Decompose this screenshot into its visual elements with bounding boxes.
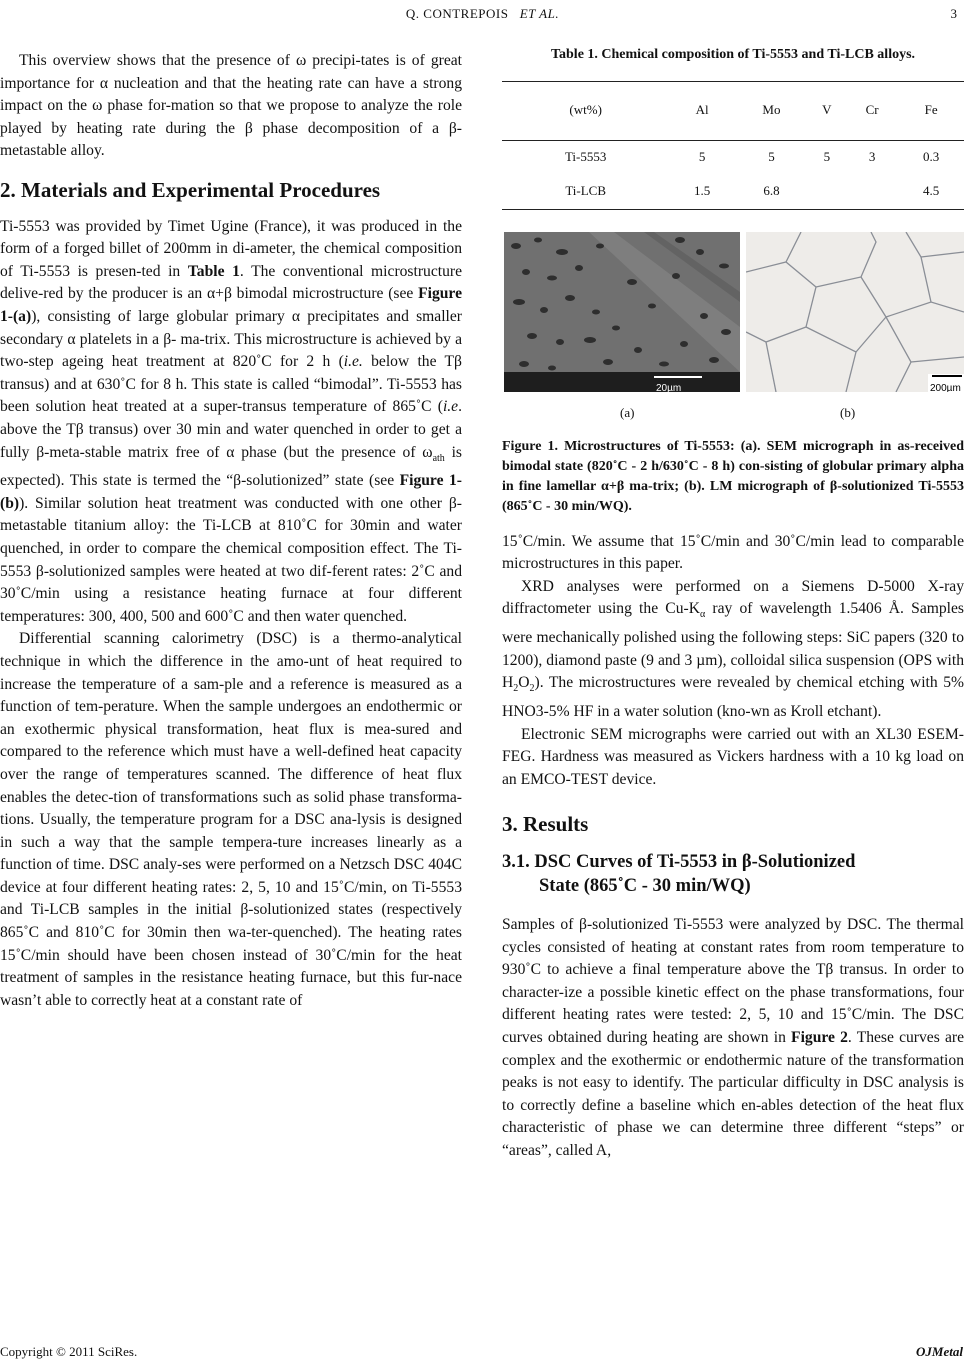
page-number: 3 [950, 6, 957, 21]
table-cell [846, 175, 899, 210]
figure-1b-ref: Figure 1-(b) [0, 472, 462, 512]
table-header: Mo [762, 102, 781, 118]
table-header: (wt%) [569, 102, 602, 118]
intro-paragraph: This overview shows that the presence of ω precipi-tates is of great importance for α nucleation and that the heating rate can have a strong impact on the ω phase for-mation so that we propose to analyze the role played by heating rate during the β phase decomposition of a β-metastable alloy. [0, 52, 462, 160]
lm-micrograph-image [746, 232, 964, 392]
xrd-paragraph: XRD analyses were performed on a Siemens D-5000 X-ray diffractometer using the $Cu-K_\alpha$ ray of wavelength 1.5406 Å. Samples were mechanically polished using the following steps: SiC papers (320 to 1200), diamond paste (9 and 3 µm), colloidal silica suspension (OPS with $H_2O_2$). The microstructures were revealed by chemical etching with 5% HNO3-5% HF in a water solution (kno-wn as Kroll etchant). [502, 577, 964, 720]
table-header: Cr [865, 102, 879, 118]
table-cell: 6.8 [763, 183, 780, 199]
materials-paragraph: Ti-5553 was provided by Timet Ugine (France), it was produced in the form of a forged billet of 200mm in di-ameter, the chemical composition of Ti-5553 is presen-ted in Table 1. The conventional microstructure delive-red by the producer is an α+β bimodal microstructure (see Figure 1-(a)), consisting of large globular primary α precipitates and smaller secondary α platelets in a β- ma-trix. This microstructure is achieved by a two-step ageing heat treatment at 820˚C for 2 h (i.e. below the Tβ transus) and at 630˚C for 8 h. This state is called “bimodal”. Ti-5553 has been solution heat treated at a super-transus temperature of 865˚C (i.e. above the Tβ transus) over 30 min and water quenched in order to get a fully β-meta-stable matrix free of α phase (but the presence of $\omega_{ath}$ is expected). This state is termed the “β-solutionized” state (see Figure 1-(b)). Similar solution heat treatment was conducted with one other β-metastable titanium alloy: the Ti-LCB at 810˚C for 30min and water quenched, in order to compare the chemical composition effect. The Ti-5553 β-solutionized samples were heated at two dif-ferent rates: 2˚C and 30˚C/min using a resistance heating furnace at four different temperatures: 300, 400, 500 and 600˚C and then water quenched. [0, 217, 462, 625]
table-1-ref: Table 1 [187, 262, 240, 280]
table-row [502, 175, 964, 210]
table-cell [808, 175, 846, 210]
table-cell: 5 [698, 149, 706, 165]
section-3-heading: 3. Results [502, 812, 589, 837]
table-header: Fe [924, 102, 938, 118]
sem-paragraph: Electronic SEM micrographs were carried out with an XL30 ESEM-FEG. Hardness was measured as Vickers hardness with a 10 kg load on an EMCO-TEST device. [502, 725, 964, 788]
table-cell: Ti-LCB [565, 183, 607, 199]
left-column [0, 50, 462, 1012]
scale-bar-a: 20µm [656, 382, 682, 392]
table-cell: Ti-5553 [564, 149, 607, 165]
table-header: V [822, 102, 832, 118]
scale-bar-b: 200µm [930, 382, 961, 392]
dsc-paragraph: Differential scanning calorimetry (DSC) is a thermo-analytical technique in which the difference in the amo-unt of heat required to increase the temperature of a sam-ple and a reference is measured as a function of tem-perature. When the sample undergoes an endothermic or an exothermic physical transformation, heat flux is mea-sured and compared to the reference which must have a well-defined heat capacity over the range of temperatures scanned. The difference of heat flux enables the detec-tion of transformations such as solid phase transforma-tions. Usually, the temperature program for a DSC ana-lysis is designed in such a way that the sample tempera-ture increases linearly as a function of time. DSC analy-ses were performed on a Netzsch DSC 404C device at four different heating rates: 2, 5, 10 and 15˚C/min, on Ti-5553 and Ti-LCB samples in the initial β-solutionized states (respectively 865˚C and 810˚C for 30min then wa-ter-quenched). The heating rates 15˚C/min should have been chosen instead of 30˚C/min for the heat treatment of samples in the resistance heating furnace, but this fur-nace wasn’t able to correctly heat at a constant rate of [0, 630, 462, 1009]
sem-micrograph-texture [504, 232, 740, 392]
table-cell: 5 [768, 149, 775, 165]
header-etal: ET AL. [519, 6, 560, 21]
table-cell: 3 [868, 149, 876, 165]
table-header-row [502, 81, 964, 140]
header-authors: Q. CONTREPOIS [405, 6, 509, 21]
figure-1a-ref: Figure 1-(a) [0, 285, 462, 325]
figure-1 [502, 232, 964, 437]
running-header [0, 6, 965, 22]
figure-1b-label: (b) [840, 404, 856, 420]
table-cell: 4.5 [923, 183, 940, 199]
rate-paragraph: 15˚C/min. We assume that 15˚C/min and 30˚C/min lead to comparable microstructures in this paper. [502, 532, 964, 573]
table-header: Al [695, 102, 709, 118]
results-paragraph: Samples of β-solutionized Ti-5553 were analyzed by DSC. The thermal cycles consisted of heating at constant rates from room temperature to 930˚C to achieve a final temperature above the Tβ transus. In order to character-ize a possible kinetic effect on the phase transformations, four different heating rates were tested: 2, 5, 10 and 15˚C/min. The DSC curves obtained during heating are shown in Figure 2. These curves are complex and the exothermic or endothermic nature of the transformation peaks is not easy to identify. The particular difficulty in DSC analysis is to correctly define a baseline which en-ables detection of the heat flux characteristic of phase we can determine three different “steps” or “areas”, called A, [502, 915, 964, 1159]
composition-table [502, 81, 964, 210]
figure-1a-label: (a) [620, 404, 635, 420]
figure-2-ref: Figure 2 [791, 1028, 848, 1046]
journal-name: OJMetal [916, 1344, 963, 1359]
copyright: Copyright © 2011 SciRes. [0, 1344, 138, 1359]
table-cell: 0.3 [923, 149, 940, 165]
right-column [502, 44, 964, 1162]
section-2-heading: 2. Materials and Experimental Procedures [0, 177, 381, 202]
table-1-caption: Table 1. Chemical composition of Ti-5553 and Ti-LCB alloys. [550, 47, 916, 62]
lm-micrograph-texture [746, 232, 964, 392]
figure-1-caption: Figure 1. Microstructures of Ti-5553: (a). SEM micrograph in as-received bimodal state (820˚C - 2 h/630˚C - 8 h) con-sisting of globular primary alpha in fine lamellar α+β ma-trix; (b). LM micrograph of β-solutionized Ti-5553 (865˚C - 30 min/WQ). [502, 438, 964, 514]
sem-micrograph-image [504, 232, 740, 392]
table-cell: 1.5 [694, 183, 711, 199]
subsection-3-1-heading: 3.1. DSC Curves of Ti-5553 in β-Solutionized State (865˚C - 30 min/WQ) [502, 851, 856, 896]
table-cell: 5 [823, 149, 831, 165]
table-row [502, 140, 964, 175]
